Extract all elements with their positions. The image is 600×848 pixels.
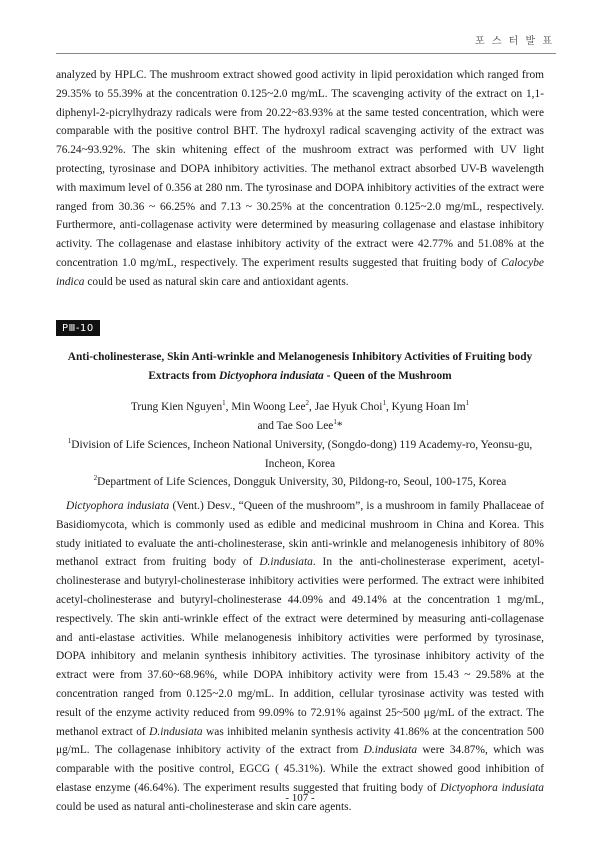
affiliation-sup: 1 bbox=[67, 437, 72, 446]
title-line-1: Anti-cholinesterase, Skin Anti-wrinkle and Melanogenesis Inhibitory Activities of Fruiting body bbox=[67, 351, 533, 363]
affiliation-text: Division of Life Sciences, Incheon National University, (Songdo-dong) 119 Academy-ro, Yeonsu-gu, Incheon, Korea bbox=[71, 439, 533, 470]
abstract-text: could be used as natural anti-cholinesterase and skin care agents. bbox=[56, 800, 352, 813]
author-sup: 1 bbox=[333, 417, 337, 426]
header-divider bbox=[56, 53, 556, 54]
abstract-text: were 34.87%, which was comparable with the positive control, EGCG ( 45.31%). While the extract showed good inhibition of elastase enzyme (46.64%). The experiment results suggested that fruiting body of bbox=[56, 744, 544, 794]
abstract-text: . In the anti-cholinesterase experiment, acetyl-cholinesterase and butyryl-cholinesterase inhibitory activities were performed. The extract were inhibited acetyl-cholinesterase and butyryl-cholinesterase 44.09% and 49.14% at the concentration 1 mg/mL, respectively. The skin anti-wrinkle effect of the extract were determined by measuring anti-collagenase and anti-elastase activities. While melanogenesis inhibitory activities were performed by tyrosinase, DOPA inhibitory and melanin synthesis inhibitory activities. The tyrosinase inhibitory activity of the extract were from 37.60~68.96%, while DOPA inhibitory activity were from 15.43 ~ 29.58% at the concentration ranged from 0.125~2.0 mg/mL. In addition, cellular tyrosinase activity was tested with result of the enzyme activity reduced from 99.09% to 72.91% against 25~500 μg/mL of the extract. The methanol extract of bbox=[56, 556, 544, 738]
corresponding-mark: * bbox=[336, 419, 343, 432]
previous-abstract-text: analyzed by HPLC. The mushroom extract showed good activity in lipid peroxidation which ranged from 29.35% to 55.39% at the concentration 0.125~2.0 mg/mL. The scavenging activity of the extract on 1,1-diphenyl-2-picrylhydrazy radicals were from 20.22~83.93% at the same tested concentration, which were comparable with the positive control BHT. The hydroxyl radical scavenging activity of the extract was 76.24~93.92%. The skin whitening effect of the mushroom extract was performed with UV light protecting, tyrosinase and DOPA inhibitory activities. The methanol extract absorbed UV-B wavelength with maximum level of 0.356 at 280 nm. The tyrosinase and DOPA inhibitory activities of the extract were ranged from 30.36 ~ 66.25% and 7.13 ~ 30.25% at the concentration 0.125~2.0 mg/mL, respectively. Furthermore, anti-collagenase activity were determined by measuring collagenase and elastase inhibitory activity. The collagenase and elastase inhibitory activity of the extract were 42.77% and 51.08% at the concentration 1.0 mg/mL, respectively. The experiment results suggested that fruiting body of bbox=[56, 69, 544, 269]
species-name: D.indusiata bbox=[259, 556, 313, 569]
title-species: Dictyophora indusiata bbox=[218, 370, 324, 382]
previous-abstract-end: could be used as natural skin care and antioxidant agents. bbox=[87, 275, 349, 288]
running-header: 포 스 터 발 표 bbox=[474, 36, 554, 47]
author: Trung Kien Nguyen bbox=[130, 401, 223, 413]
author-sup: 2 bbox=[305, 399, 310, 408]
abstract-text: (Vent.) Desv., “Queen of the mushroom”, is a mushroom in family Phallaceae of Basidiomycota, which is commonly used as edible and medicinal mushroom in China and Korea. This study initiated to evaluate the anti-cholinesterase, skin anti-wrinkle and melanogenesis inhibitory of 80% methanol extract from fruiting body of bbox=[56, 500, 545, 569]
author: , Min Woong Lee bbox=[225, 401, 306, 413]
abstract-text: was inhibited melanin synthesis activity 41.86% at the concentration 500 μg/mL. The collagenase inhibitory activity of the extract from bbox=[56, 725, 545, 757]
affiliation-1 bbox=[56, 436, 544, 473]
species-name: D.indusiata bbox=[363, 744, 418, 757]
author-sup: 1 bbox=[222, 399, 226, 408]
species-name: Calocybe indica bbox=[56, 256, 544, 288]
previous-abstract-tail bbox=[56, 66, 544, 292]
title-post: - Queen of the Mushroom bbox=[326, 370, 452, 382]
author: , Kyung Hoan Im bbox=[385, 401, 466, 413]
poster-id-badge: PⅢ-10 bbox=[56, 320, 100, 336]
author: and Tae Soo Lee bbox=[257, 419, 334, 432]
author: , Jae Hyuk Choi bbox=[309, 401, 383, 413]
title-line-2 bbox=[56, 367, 544, 386]
page-number: - 107 - bbox=[285, 792, 315, 804]
author-sup: 1 bbox=[465, 399, 470, 408]
affiliation-text: Department of Life Sciences, Dongguk University, 30, Pildong-ro, Seoul, 100-175, Korea bbox=[97, 476, 507, 488]
affiliations bbox=[56, 436, 544, 492]
species-name: Dictyophora indusiata bbox=[66, 500, 170, 512]
paper-title bbox=[56, 348, 544, 386]
abstract-body bbox=[56, 497, 544, 817]
species-name: D.indusiata bbox=[149, 725, 203, 738]
author-list bbox=[56, 398, 544, 435]
affiliation-sup: 2 bbox=[93, 474, 98, 483]
author-sup: 1 bbox=[382, 399, 386, 408]
species-name: Dictyophora indusiata bbox=[440, 781, 545, 794]
title-pre: Extracts from bbox=[148, 370, 217, 382]
affiliation-2 bbox=[56, 473, 544, 492]
